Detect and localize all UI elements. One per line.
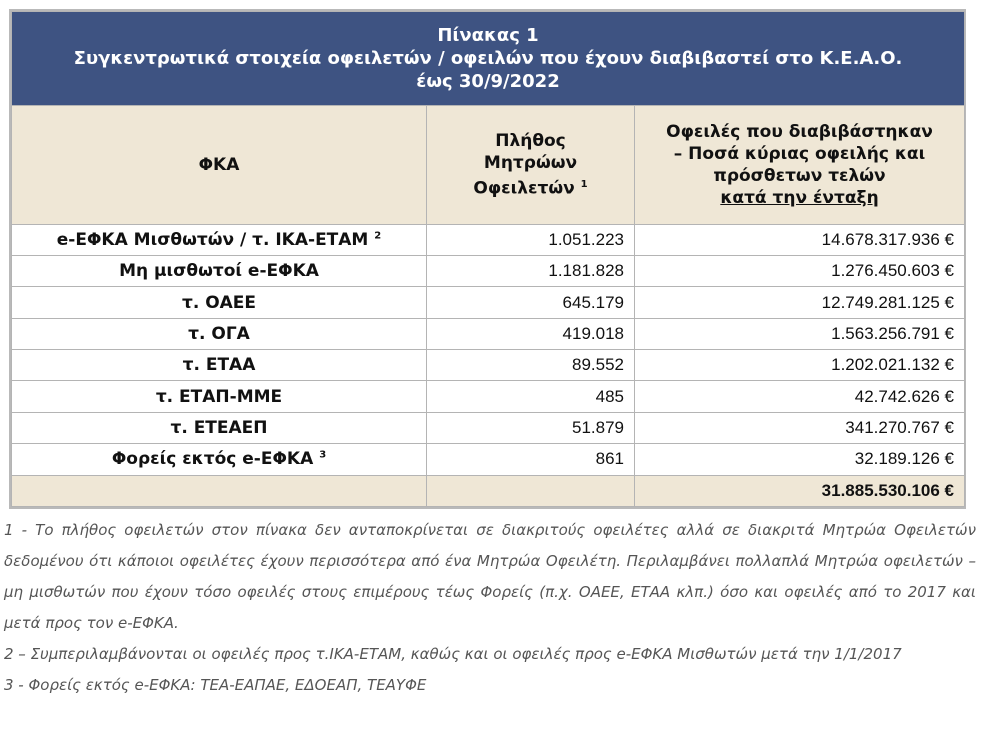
amount-cell: 14.678.317.936 € <box>635 224 965 255</box>
amount-cell: 1.563.256.791 € <box>635 318 965 349</box>
header-amount-line-1: Οφειλές που διαβιβάστηκαν <box>666 121 933 142</box>
table-body <box>12 224 965 475</box>
footnote-ref-1: 1 <box>580 179 588 191</box>
amount-cell: 1.202.021.132 € <box>635 350 965 381</box>
table-row <box>12 318 965 349</box>
fka-label: τ. ΕΤΑΠ-ΜΜΕ <box>155 386 283 407</box>
header-fka-label: ΦΚΑ <box>198 154 240 175</box>
table-row <box>12 444 965 475</box>
fka-cell <box>12 318 427 349</box>
count-cell: 419.018 <box>427 318 635 349</box>
count-cell: 51.879 <box>427 412 635 443</box>
table-title-line-3: έως 30/9/2022 <box>416 71 560 93</box>
header-count-line-1: Πλήθος <box>495 131 566 152</box>
debt-summary-table <box>11 11 965 507</box>
header-amount <box>635 106 965 224</box>
footnotes <box>4 515 976 701</box>
header-count-line-2: Μητρώων <box>483 153 578 174</box>
footnote-2: 2 – Συμπεριλαμβάνονται οι οφειλές προς τ.ΙΚΑ-ΕΤΑΜ, καθώς και οι οφειλές προς e-ΕΦΚΑ Μισθωτών μετά την 1/1/2017 <box>4 645 902 663</box>
table-title-line-2: Συγκεντρωτικά στοιχεία οφειλετών / οφειλών που έχουν διαβιβαστεί στο Κ.Ε.Α.Ο. <box>73 48 903 70</box>
debt-summary-table-container <box>9 9 966 509</box>
total-amount-cell: 31.885.530.106 € <box>635 475 965 506</box>
amount-cell: 1.276.450.603 € <box>635 255 965 286</box>
fka-label: τ. ΕΤΑΑ <box>182 355 256 376</box>
table-row <box>12 381 965 412</box>
fka-cell <box>12 350 427 381</box>
fka-label: τ. ΕΤΕΑΕΠ <box>170 418 268 438</box>
count-cell: 89.552 <box>427 350 635 381</box>
total-row <box>12 475 965 506</box>
table-row <box>12 412 965 443</box>
header-amount-line-2: – Ποσά κύριας οφειλής και <box>673 143 926 164</box>
total-fka-cell <box>12 475 427 506</box>
table-row <box>12 287 965 318</box>
fka-cell <box>12 287 427 318</box>
footnote-ref: 3 <box>319 449 327 461</box>
amount-cell: 42.742.626 € <box>635 381 965 412</box>
fka-label: Φορείς εκτός e-ΕΦΚΑ <box>111 449 314 470</box>
count-cell: 861 <box>427 444 635 475</box>
fka-cell <box>12 381 427 412</box>
header-fka <box>12 106 427 224</box>
header-count <box>427 106 635 224</box>
fka-label: Μη μισθωτοί e-ΕΦΚΑ <box>119 261 319 282</box>
count-cell: 485 <box>427 381 635 412</box>
fka-cell <box>12 412 427 443</box>
table-title-line-1: Πίνακας 1 <box>437 25 539 47</box>
fka-label: τ. ΟΑΕΕ <box>181 292 257 313</box>
fka-label: e-ΕΦΚΑ Μισθωτών / τ. ΙΚΑ-ΕΤΑΜ <box>56 229 369 250</box>
footnote-3: 3 - Φορείς εκτός e-ΕΦΚΑ: ΤΕΑ-ΕΑΠΑΕ, ΕΔΟΕΑΠ, ΤΕΑΥΦΕ <box>4 676 427 694</box>
count-cell: 1.181.828 <box>427 255 635 286</box>
count-cell: 1.051.223 <box>427 224 635 255</box>
header-count-line-3: Οφειλετών <box>473 178 575 199</box>
header-amount-underlined: κατά την ένταξη <box>720 187 879 208</box>
table-row <box>12 255 965 286</box>
amount-cell: 32.189.126 € <box>635 444 965 475</box>
fka-cell <box>12 255 427 286</box>
table-row <box>12 224 965 255</box>
header-amount-line-3: πρόσθετων τελών <box>713 165 886 186</box>
total-count-cell <box>427 475 635 506</box>
footnote-1: 1 - Το πλήθος οφειλετών στον πίνακα δεν ανταποκρίνεται σε διακριτούς οφειλέτες αλλά σε διακριτά Μητρώα Οφειλετών δεδομένου ότι κάποιοι οφειλέτες έχουν περισσότερα από ένα Μητρώα Οφειλέτη. Περιλαμβάνει πολλαπλά Μητρώα οφειλετών – μη μισθωτών που έχουν τόσο οφειλές στους επιμέρους τέως Φορείς (π.χ. ΟΑΕΕ, ΕΤΑΑ κλπ.) όσο και οφειλές από το 2017 και μετά προς τον e-ΕΦΚΑ. <box>4 521 976 632</box>
amount-cell: 12.749.281.125 € <box>635 287 965 318</box>
fka-label: τ. ΟΓΑ <box>188 323 250 344</box>
fka-cell <box>12 444 427 475</box>
table-row <box>12 350 965 381</box>
count-cell: 645.179 <box>427 287 635 318</box>
fka-cell <box>12 224 427 255</box>
footnote-ref: 2 <box>374 230 382 242</box>
amount-cell: 341.270.767 € <box>635 412 965 443</box>
table-title <box>12 12 965 106</box>
